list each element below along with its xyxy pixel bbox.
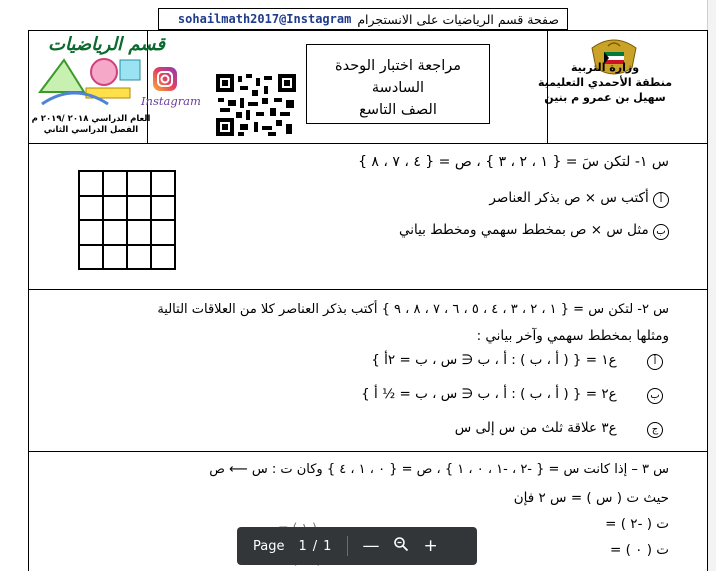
instagram-handle[interactable]: sohailmath2017@Instagram: [177, 12, 352, 26]
q1-part-a: أ أكتب س × ص بذكر العناصر: [489, 190, 669, 208]
page-number-input[interactable]: 1: [298, 538, 307, 554]
q3-rule: حيث ت ( س ) = س ٢ فإن: [513, 490, 669, 506]
q3-statement: س ٣ – إذا كانت س = { -٢ ، -١ ، ٠ ، ١ } ، ص = { ٠ ، ١ ، ٤ } وكان ت : س ⟵ ص: [209, 462, 669, 477]
instagram-banner: [158, 8, 568, 30]
instagram-icon[interactable]: [152, 66, 178, 92]
pdf-page-toolbar: [237, 527, 477, 565]
math-department-logo-text: قسم الرياضيات: [48, 34, 165, 55]
zoom-icon[interactable]: [393, 536, 409, 557]
q3-item-2: ت ( ٠ ) =: [610, 542, 669, 558]
page-separator: /: [312, 538, 318, 554]
school-year: العام الدراسي ٢٠١٨ /٢٠١٩ م الفصل الدراسي الثاني: [31, 114, 151, 135]
q1-statement: س ١- لتكن سَ = { ١ ، ٢ ، ٣ } ، ص = { ٤ ، ٧ ، ٨ }: [358, 154, 669, 170]
zoom-in-button[interactable]: +: [423, 536, 438, 556]
q2-statement: س ٢- لتكن س = { ١ ، ٢ ، ٣ ، ٤ ، ٥ ، ٦ ، ٧ ، ٨ ، ٩ } أكتب بذكر العناصر كلا من العلاقات التالية: [157, 302, 669, 317]
q2-part-c: ج ع٣ علاقة ثلث من س إلى س: [455, 420, 663, 438]
total-pages: 1: [323, 538, 332, 554]
exam-title: مراجعة اختبار الوحدة السادسة: [334, 58, 462, 96]
q2-part-b: ب ع٢ = { ( أ ، ب ) : أ ، ب ∈ س ، ب = ½ أ }: [361, 386, 663, 404]
ministry-info: وزارة التربية منطقة الأحمدي التعليمية سهيل بن عمرو م بنين: [537, 61, 673, 104]
q2-instruction: ومثلها بمخطط سهمي وآخر بياني :: [476, 328, 669, 344]
instagram-label: Instagram: [141, 94, 201, 108]
page-label: Page: [253, 538, 285, 554]
zoom-out-button[interactable]: —: [362, 536, 380, 556]
exam-title-box: [306, 44, 490, 124]
q1-part-b: ب مثل س × ص بمخطط سهمي ومخطط بياني: [399, 222, 669, 240]
math-tools-logo: [34, 52, 146, 114]
toolbar-divider: [347, 536, 348, 556]
qr-code[interactable]: [216, 74, 296, 136]
answer-grid: [78, 170, 176, 270]
q3-item-1: ت ( -٢ ) =: [605, 516, 669, 532]
instagram-text: صفحة قسم الرياضيات على الانستجرام: [357, 11, 559, 27]
q2-part-a: أ ع١ = { ( أ ، ب ) : أ ، ب ∈ س ، ب = ٢أ }: [371, 352, 663, 370]
exam-grade: الصف التاسع: [359, 102, 437, 118]
